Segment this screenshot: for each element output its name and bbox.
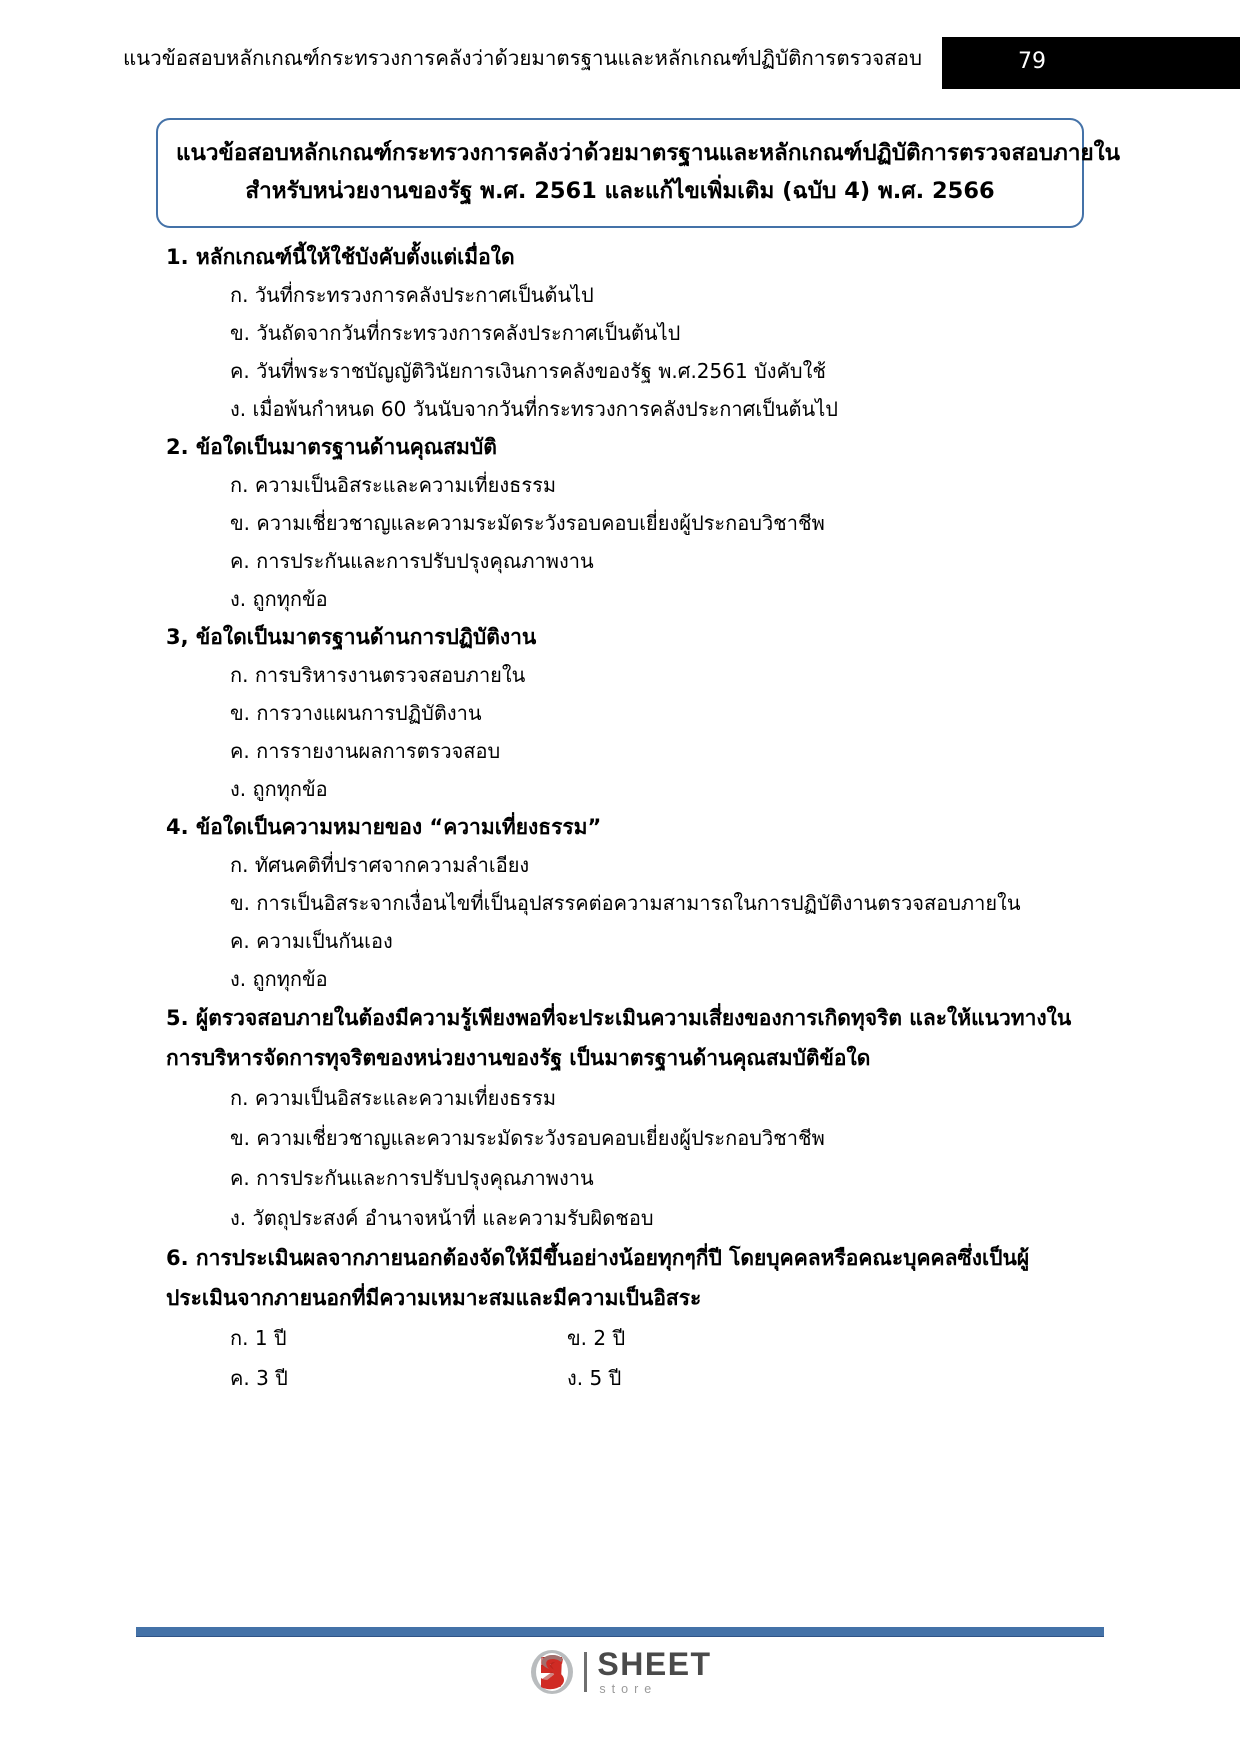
question-5-text xyxy=(0,998,1240,1078)
question-5-option-a[interactable]: ก. ความเป็นอิสระและความเที่ยงธรรม xyxy=(230,1086,557,1110)
question-4-option-b[interactable]: ข. การเป็นอิสระจากเงื่อนไขที่เป็นอุปสรรคต่อความสามารถในการปฏิบัติงานตรวจสอบภายใน xyxy=(230,891,1021,915)
question-3-body: ข้อใดเป็นมาตรฐานด้านการปฏิบัติงาน xyxy=(195,625,537,649)
question-block-2 xyxy=(0,428,1240,618)
question-block-4 xyxy=(0,808,1240,998)
question-2-text xyxy=(0,428,1240,466)
question-6-option-b[interactable]: ข. 2 ปี xyxy=(567,1326,626,1350)
question-1-number: 1. xyxy=(166,245,189,269)
question-2-option-c[interactable]: ค. การประกันและการปรับปรุงคุณภาพงาน xyxy=(230,549,594,573)
question-5-option-d[interactable]: ง. วัตถุประสงค์ อำนาจหน้าที่ และความรับผิดชอบ xyxy=(230,1206,654,1230)
question-5-option-b[interactable]: ข. ความเชี่ยวชาญและความระมัดระวังรอบคอบเยี่ยงผู้ประกอบวิชาชีพ xyxy=(230,1126,825,1150)
running-header-title: แนวข้อสอบหลักเกณฑ์กระทรวงการคลังว่าด้วยมาตรฐานและหลักเกณฑ์ปฏิบัติการตรวจสอบ xyxy=(122,46,922,70)
question-1-text xyxy=(0,238,1240,276)
question-4-option-c[interactable]: ค. ความเป็นกันเอง xyxy=(230,929,393,953)
question-1-option-d[interactable]: ง. เมื่อพ้นกำหนด 60 วันนับจากวันที่กระทรวงการคลังประกาศเป็นต้นไป xyxy=(230,397,838,421)
logo-divider xyxy=(584,1652,587,1692)
question-2-option-a[interactable]: ก. ความเป็นอิสระและความเที่ยงธรรม xyxy=(230,473,557,497)
footer-divider-rule xyxy=(136,1627,1104,1637)
question-6-text xyxy=(0,1238,1240,1318)
logo-secondary-text: store xyxy=(599,1682,658,1696)
document-title-box xyxy=(156,118,1121,228)
question-block-3 xyxy=(0,618,1240,808)
logo-primary-text: SHEET xyxy=(597,1646,712,1682)
question-1-option-b[interactable]: ข. วันถัดจากวันที่กระทรวงการคลังประกาศเป็นต้นไป xyxy=(230,321,681,345)
exam-questions-list xyxy=(0,238,1240,1398)
question-5-option-c[interactable]: ค. การประกันและการปรับปรุงคุณภาพงาน xyxy=(230,1166,594,1190)
question-6-option-a[interactable]: ก. 1 ปี xyxy=(230,1326,287,1350)
question-block-6 xyxy=(0,1238,1240,1398)
question-3-option-c[interactable]: ค. การรายงานผลการตรวจสอบ xyxy=(230,739,501,763)
question-2-body: ข้อใดเป็นมาตรฐานด้านคุณสมบัติ xyxy=(195,435,497,459)
question-4-body: ข้อใดเป็นความหมายของ “ความเที่ยงธรรม” xyxy=(195,815,602,839)
question-6-body: การประเมินผลจากภายนอกต้องจัดให้มีขึ้นอย่างน้อยทุกๆกี่ปี โดยบุคคลหรือคณะบุคคลซึ่งเป็นผู้ประเมินจากภายนอกที่มีความเหมาะสมและมีความเป็นอิสระ xyxy=(166,1246,1030,1310)
sheet-store-s-logo-icon xyxy=(528,1649,576,1695)
document-title-line-2: สำหรับหน่วยงานของรัฐ พ.ศ. 2561 และแก้ไขเพิ่มเติม (ฉบับ 4) พ.ศ. 2566 xyxy=(245,178,995,204)
question-4-option-d[interactable]: ง. ถูกทุกข้อ xyxy=(230,967,328,991)
logo-wordmark xyxy=(597,1648,711,1696)
question-2-option-b[interactable]: ข. ความเชี่ยวชาญและความระมัดระวังรอบคอบเยี่ยงผู้ประกอบวิชาชีพ xyxy=(230,511,825,535)
question-1-body: หลักเกณฑ์นี้ให้ใช้บังคับตั้งแต่เมื่อใด xyxy=(195,245,515,269)
question-3-option-d[interactable]: ง. ถูกทุกข้อ xyxy=(230,777,328,801)
question-6-number: 6. xyxy=(166,1246,189,1270)
question-6-options-grid xyxy=(0,1318,1240,1398)
question-4-number: 4. xyxy=(166,815,189,839)
question-block-1 xyxy=(0,238,1240,428)
question-3-text xyxy=(0,618,1240,656)
page-number: 79 xyxy=(1018,49,1046,74)
question-5-number: 5. xyxy=(166,1006,189,1030)
question-3-option-a[interactable]: ก. การบริหารงานตรวจสอบภายใน xyxy=(230,663,526,687)
question-2-number: 2. xyxy=(166,435,189,459)
question-6-option-c[interactable]: ค. 3 ปี xyxy=(230,1366,288,1390)
footer-logo xyxy=(0,1648,1240,1696)
question-4-option-a[interactable]: ก. ทัศนคติที่ปราศจากความลำเอียง xyxy=(230,853,530,877)
question-5-body: ผู้ตรวจสอบภายในต้องมีความรู้เพียงพอที่จะประเมินความเสี่ยงของการเกิดทุจริต และให้แนวทางในการบริหารจัดการทุจริตของหน่วยงานของรัฐ เป็นมาตรฐานด้านคุณสมบัติข้อใด xyxy=(166,1006,1072,1070)
question-block-5 xyxy=(0,998,1240,1238)
question-4-text xyxy=(0,808,1240,846)
question-3-number: 3, xyxy=(166,625,189,649)
question-6-option-d[interactable]: ง. 5 ปี xyxy=(567,1366,622,1390)
question-2-option-d[interactable]: ง. ถูกทุกข้อ xyxy=(230,587,328,611)
question-3-option-b[interactable]: ข. การวางแผนการปฏิบัติงาน xyxy=(230,701,482,725)
document-title-line-1: แนวข้อสอบหลักเกณฑ์กระทรวงการคลังว่าด้วยมาตรฐานและหลักเกณฑ์ปฏิบัติการตรวจสอบภายใน xyxy=(176,140,1121,166)
question-1-option-a[interactable]: ก. วันที่กระทรวงการคลังประกาศเป็นต้นไป xyxy=(230,283,594,307)
question-1-option-c[interactable]: ค. วันที่พระราชบัญญัติวินัยการเงินการคลังของรัฐ พ.ศ.2561 บังคับใช้ xyxy=(230,359,826,383)
